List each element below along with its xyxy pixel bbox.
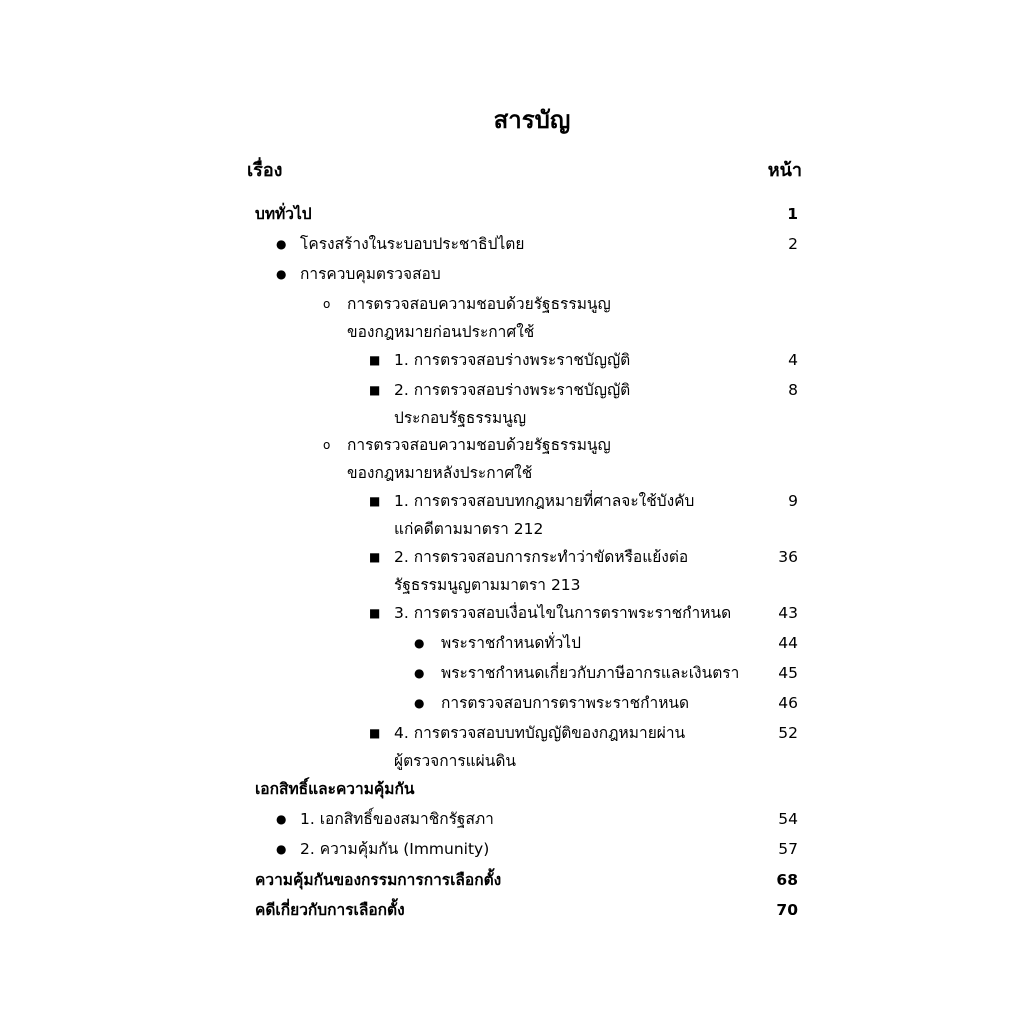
bullet-icon: ●	[414, 696, 425, 710]
toc-entry	[0, 899, 1024, 929]
toc-page-number: 8	[788, 381, 798, 399]
bullet-icon: ■	[369, 383, 381, 397]
toc-entry-title: การควบคุมตรวจสอบ	[300, 265, 441, 283]
toc-entry-title: การตรวจสอบความชอบด้วยรัฐธรรมนูญ	[347, 436, 611, 454]
bullet-icon: ■	[369, 353, 381, 367]
bullet-icon: ●	[276, 812, 287, 826]
bullet-icon: ●	[414, 666, 425, 680]
toc-page-number: 54	[778, 810, 798, 828]
toc-entry-title: คดีเกี่ยวกับการเลือกตั้ง	[255, 901, 405, 919]
toc-entry-title-continuation: ประกอบรัฐธรรมนูญ	[394, 409, 527, 427]
toc-page-number: 46	[778, 694, 798, 712]
toc-entry	[0, 778, 1024, 808]
toc-entry	[0, 490, 1024, 548]
bullet-icon: ■	[369, 606, 381, 620]
toc-entry-title-continuation: รัฐธรรมนูญตามมาตรา 213	[394, 576, 581, 594]
bullet-icon: ■	[369, 494, 381, 508]
toc-entry-title: 3. การตรวจสอบเงื่อนไขในการตราพระราชกำหนด	[394, 604, 732, 622]
toc-entry	[0, 692, 1024, 722]
bullet-icon: ■	[369, 550, 381, 564]
bullet-icon: ●	[276, 267, 287, 281]
toc-entry	[0, 293, 1024, 351]
toc-entry	[0, 379, 1024, 437]
toc-page-number: 44	[778, 634, 798, 652]
toc-entry	[0, 662, 1024, 692]
bullet-icon: ●	[414, 636, 425, 650]
toc-entry	[0, 838, 1024, 868]
toc-page-number: 9	[788, 492, 798, 510]
bullet-icon: ■	[369, 726, 381, 740]
toc-page-number: 70	[776, 901, 798, 919]
toc-entry-title: 4. การตรวจสอบบทบัญญัติของกฎหมายผ่าน	[394, 724, 686, 742]
toc-entry-title: พระราชกำหนดเกี่ยวกับภาษีอากรและเงินตรา	[441, 664, 740, 682]
toc-page-number: 43	[778, 604, 798, 622]
toc-entry-title: ความคุ้มกันของกรรมการการเลือกตั้ง	[255, 871, 502, 889]
toc-entry	[0, 263, 1024, 293]
column-header-page: หน้า	[767, 160, 802, 181]
toc-entry	[0, 349, 1024, 379]
toc-page-number: 36	[778, 548, 798, 566]
bullet-icon: o	[323, 297, 331, 311]
toc-entry	[0, 632, 1024, 662]
toc-entry	[0, 869, 1024, 899]
toc-entry	[0, 434, 1024, 492]
toc-entry-title: พระราชกำหนดทั่วไป	[441, 634, 581, 652]
toc-entry-title-continuation: ของกฎหมายก่อนประกาศใช้	[347, 323, 535, 341]
column-header-topic: เรื่อง	[247, 160, 283, 181]
bullet-icon: ●	[276, 237, 287, 251]
toc-entry-title-continuation: ผู้ตรวจการแผ่นดิน	[394, 752, 517, 770]
toc-entry	[0, 722, 1024, 780]
page-title: สารบัญ	[493, 106, 571, 134]
toc-page-number: 57	[778, 840, 798, 858]
toc-entry-title: การตรวจสอบการตราพระราชกำหนด	[441, 694, 690, 712]
toc-entry	[0, 546, 1024, 604]
toc-page-number: 68	[776, 871, 798, 889]
toc-entry-title: โครงสร้างในระบอบประชาธิปไตย	[300, 235, 525, 253]
toc-entry-title: การตรวจสอบความชอบด้วยรัฐธรรมนูญ	[347, 295, 611, 313]
toc-entry-title-continuation: ของกฎหมายหลังประกาศใช้	[347, 464, 533, 482]
toc-entry-title: 2. การตรวจสอบการกระทำว่าขัดหรือแย้งต่อ	[394, 548, 689, 566]
toc-entry-title: 1. เอกสิทธิ์ของสมาชิกรัฐสภา	[300, 810, 494, 828]
toc-entry-title-continuation: แก่คดีตามมาตรา 212	[394, 520, 544, 538]
toc-page-number: 45	[778, 664, 798, 682]
toc-entry-title: เอกสิทธิ์และความคุ้มกัน	[255, 780, 415, 798]
toc-entry	[0, 233, 1024, 263]
toc-entry-title: 1. การตรวจสอบร่างพระราชบัญญัติ	[394, 351, 631, 369]
toc-page-number: 2	[788, 235, 798, 253]
toc-entry-title: 1. การตรวจสอบบทกฎหมายที่ศาลจะใช้บังคับ	[394, 492, 695, 510]
toc-page-number: 4	[788, 351, 798, 369]
toc-entry	[0, 808, 1024, 838]
toc-entry-title: บททั่วไป	[255, 205, 312, 223]
toc-entry	[0, 602, 1024, 632]
toc-entry-title: 2. ความคุ้มกัน (Immunity)	[300, 840, 490, 858]
toc-page-number: 1	[787, 205, 798, 223]
toc-entry	[0, 203, 1024, 233]
toc-entry-title: 2. การตรวจสอบร่างพระราชบัญญัติ	[394, 381, 631, 399]
bullet-icon: ●	[276, 842, 287, 856]
bullet-icon: o	[323, 438, 331, 452]
toc-page-number: 52	[778, 724, 798, 742]
